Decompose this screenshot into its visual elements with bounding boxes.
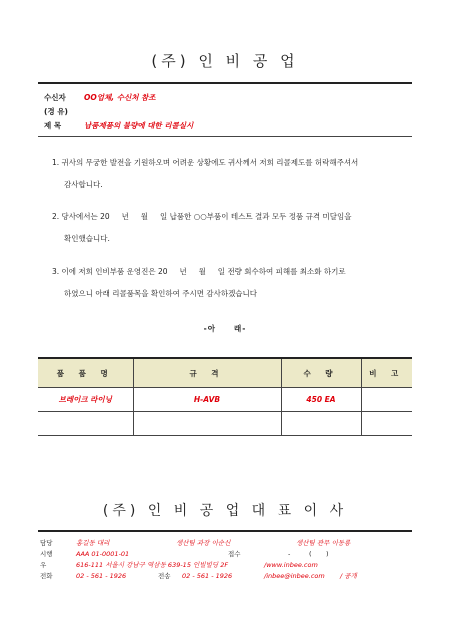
addr-value: 616-111 서울시 강남구 역삼동 639-15 인빌빌딩 2F [76, 561, 229, 569]
col-header-quantity: 수 량 [281, 358, 361, 388]
table-row [38, 412, 412, 436]
recipient-value: OO업체, 수신처 참조 [84, 93, 156, 102]
footer-row-dandang [40, 538, 350, 547]
cell-quantity: 450 EA [281, 388, 361, 412]
web-value: /www.inbee.com [264, 561, 318, 569]
cell-remarks [361, 388, 412, 412]
jeopsu-label: 접수 [228, 550, 241, 558]
recipient-label: 수신자 [44, 93, 66, 102]
siheng-value: AAA 01-0001-01 [76, 550, 130, 558]
col-header-item-name: 품 품 명 [38, 358, 133, 388]
paragraph-1-line-1: 1. 귀사의 무궁한 발전을 기원하오며 어려운 상황에도 귀사께서 저희 리콜제도를 허락해주셔서 [52, 158, 359, 167]
paragraph-1 [52, 152, 402, 196]
paragraph-3-line-1: 3. 이에 저희 인비부품 운영진은 20 년 월 일 전량 회수하여 피해를 최소화 하기로 [52, 267, 346, 276]
fax-value: 02 - 561 - 1926 [182, 572, 233, 580]
footer-row-phone [40, 571, 357, 580]
paragraph-2 [52, 206, 402, 250]
siheng-label: 시행 [40, 550, 53, 558]
col-header-remarks: 비 고 [361, 358, 412, 388]
header-rule [38, 136, 412, 137]
below-heading: -아 래- [203, 324, 247, 333]
phone-value: 02 - 561 - 1926 [76, 572, 127, 580]
col-header-spec: 규 격 [133, 358, 281, 388]
subject-label: 제 목 [44, 121, 62, 130]
via-label: (경 유) [44, 107, 68, 116]
cell-item-name: 브레이크 라이닝 [38, 388, 133, 412]
footer-row-siheng [40, 549, 328, 558]
manager-1: 생산팀 과장 이순신 [176, 539, 231, 547]
footer-rule [38, 530, 412, 532]
addr-label: 우 [40, 561, 47, 569]
dandang-value: 홍길동 대리 [76, 539, 110, 547]
title-rule [38, 82, 412, 84]
jeopsu-value: - ( ) [288, 550, 329, 558]
paragraph-2-line-2: 확인했습니다. [64, 234, 110, 243]
dandang-label: 담당 [40, 539, 53, 547]
email-value: /inbee@inbee.com [264, 572, 325, 580]
subject-value: 납품제품의 불량에 대한 리콜실시 [84, 121, 194, 130]
table-row [38, 388, 412, 412]
manager-2: 생산팀 관무 이동룡 [296, 539, 351, 547]
recall-items-table [38, 357, 412, 436]
paragraph-2-line-1: 2. 당사에서는 20 년 월 일 납품한 ○○부품이 테스트 결과 모두 정품 규격 미달임을 [52, 212, 352, 221]
paragraph-3 [52, 261, 402, 305]
cell-spec: H-AVB [133, 388, 281, 412]
footer-title: (주) 인 비 공 업 대 표 이 사 [102, 503, 348, 519]
footer-row-address [40, 560, 318, 569]
paragraph-1-line-2: 감사합니다. [64, 180, 103, 189]
document-title: (주) 인 비 공 업 [151, 52, 299, 70]
public-value: / 공개 [340, 572, 357, 580]
paragraph-3-line-2: 하였으니 아래 리콜품목을 확인하여 주시면 감사하겠습니다 [64, 289, 258, 298]
cell-remarks [361, 412, 412, 436]
cell-quantity [281, 412, 361, 436]
phone-label: 전화 [40, 572, 53, 580]
cell-item-name [38, 412, 133, 436]
cell-spec [133, 412, 281, 436]
fax-label: 전송 [158, 572, 171, 580]
